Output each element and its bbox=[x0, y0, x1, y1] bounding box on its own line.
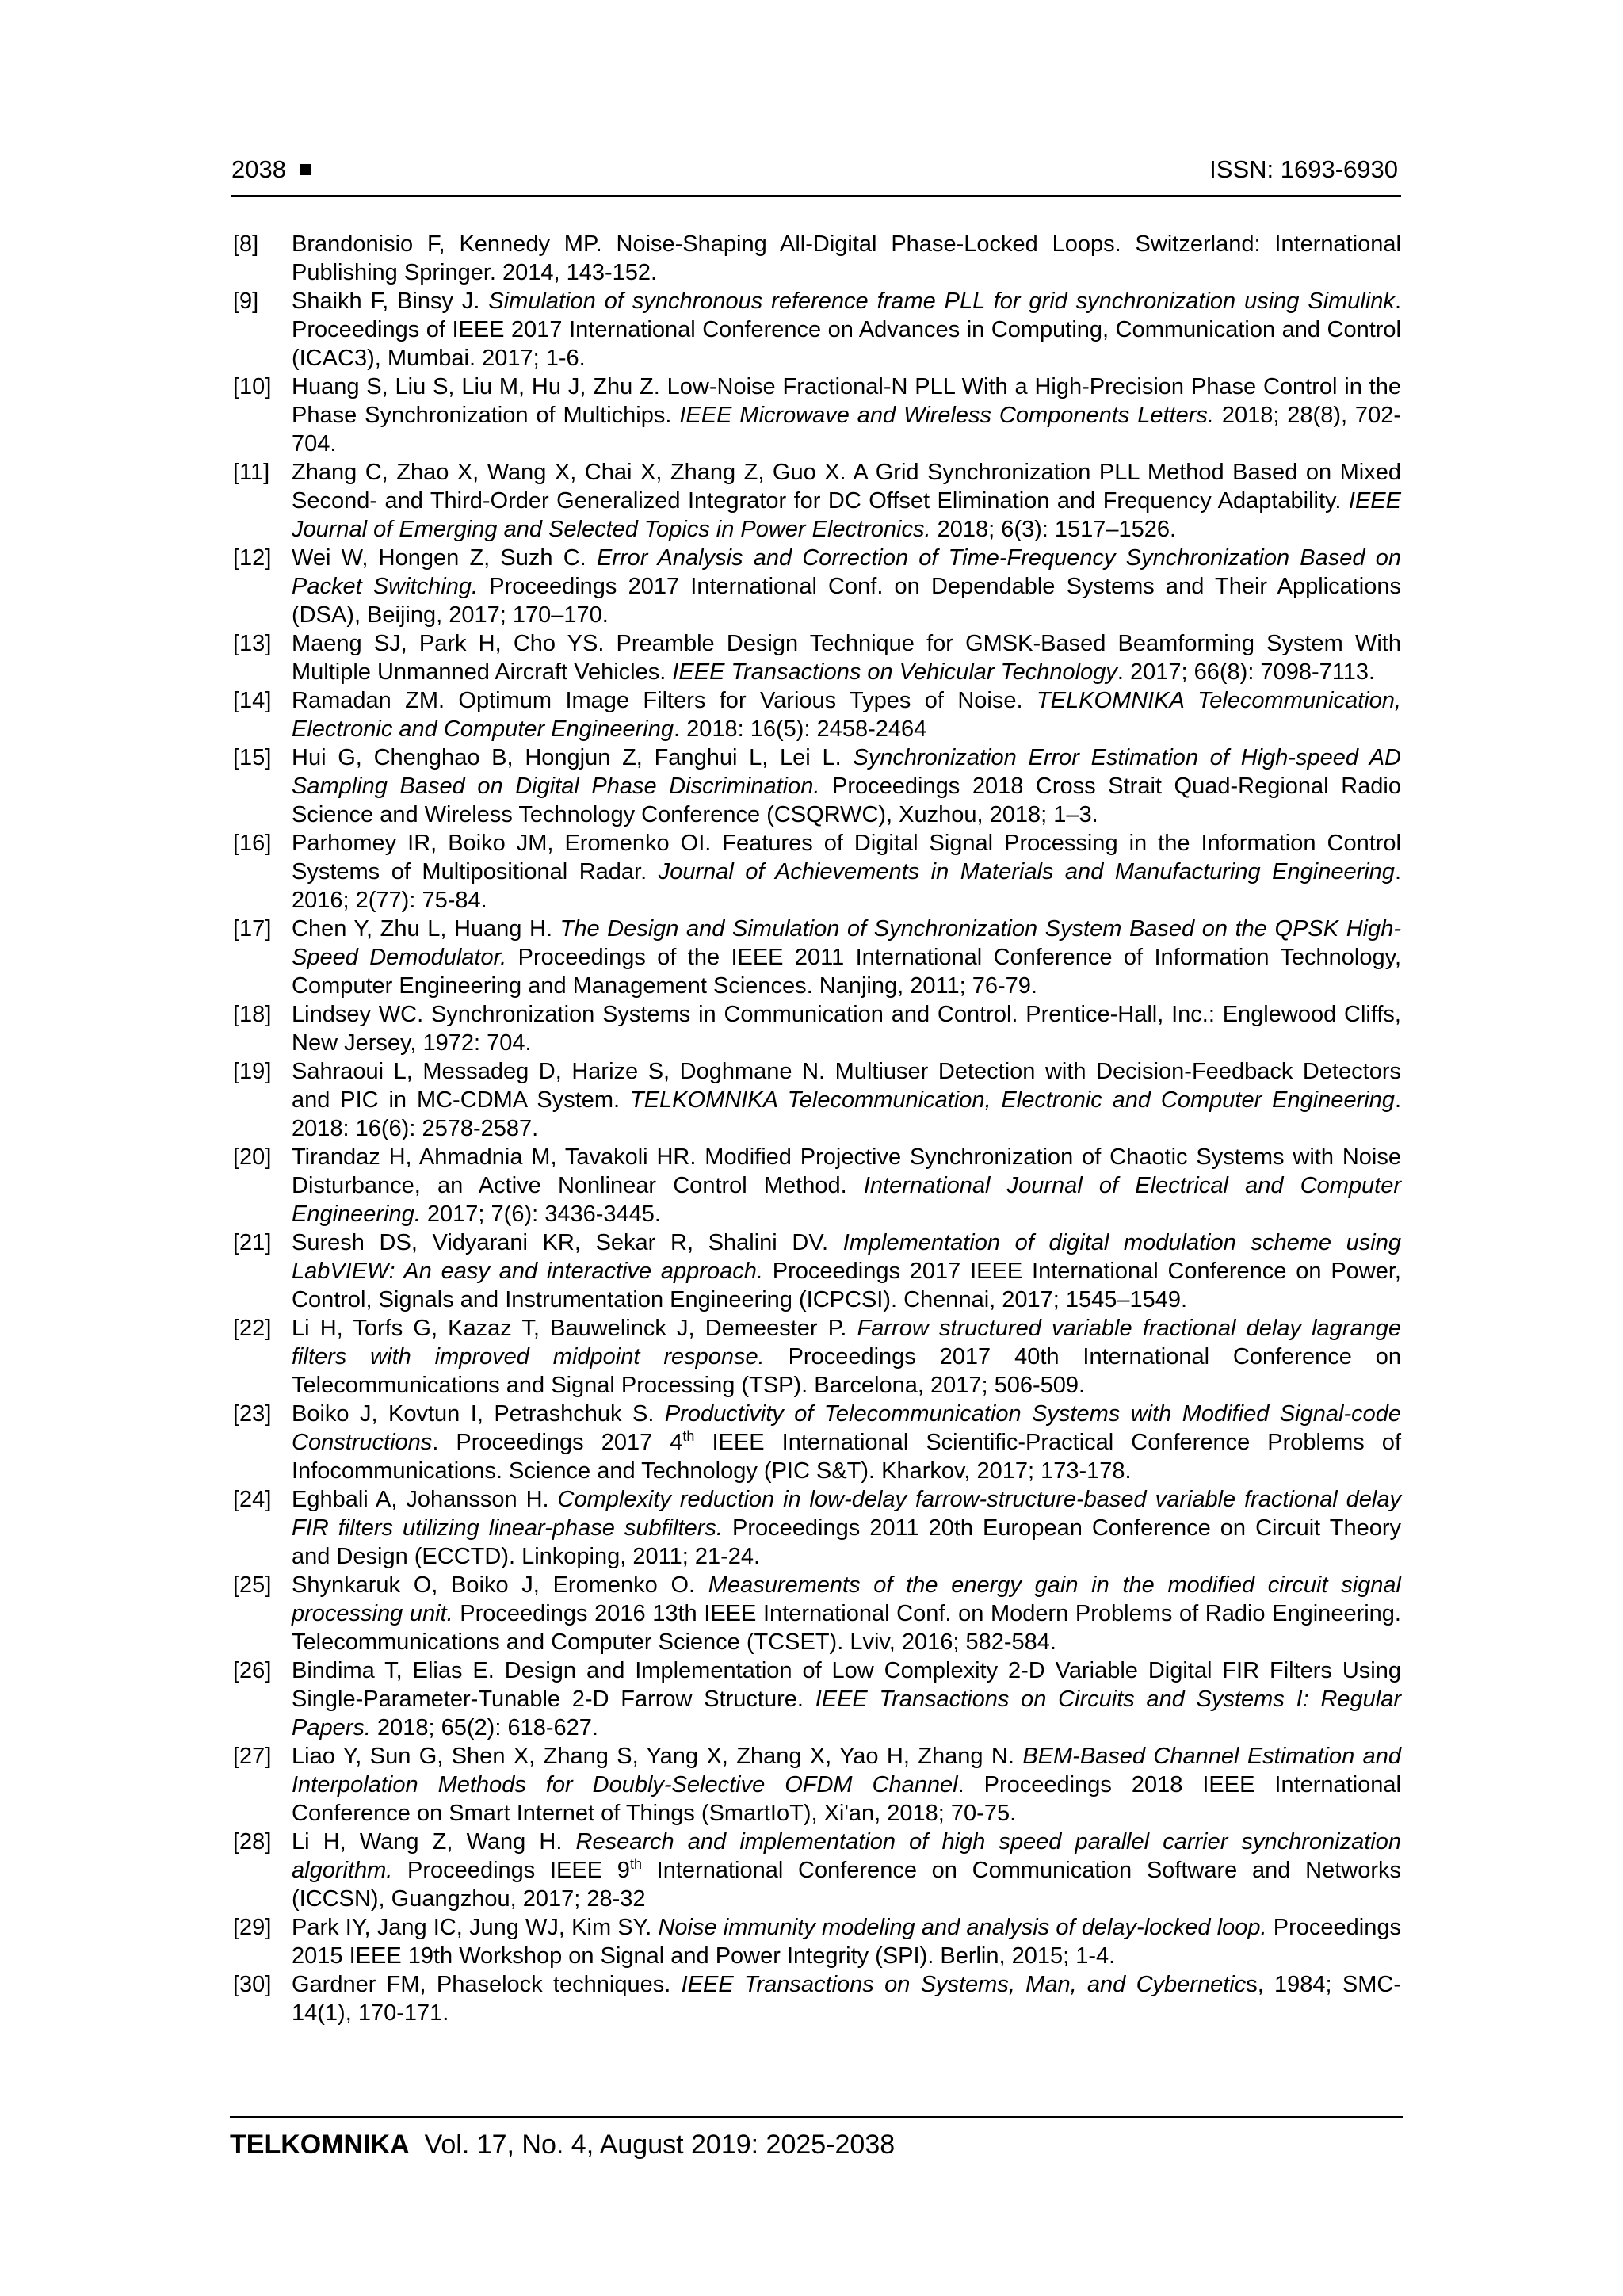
reference-item bbox=[231, 1228, 1401, 1314]
reference-segment: Li H, Wang Z, Wang H. bbox=[292, 1829, 576, 1855]
reference-number: [14] bbox=[233, 688, 272, 713]
reference-segment: Liao Y, Sun G, Shen X, Zhang S, Yang X, Zhang X, Yao H, Zhang N. bbox=[292, 1744, 1023, 1769]
superscript: th bbox=[629, 1856, 642, 1872]
reference-segment: Lindsey WC. Synchronization Systems in Communication and Control. Prentice-Hall, Inc.: Englewood Cliffs, New Jersey, 1972: 704. bbox=[292, 1002, 1401, 1056]
italic-title: IEEE Microwave and Wireless Components Letters. bbox=[679, 403, 1214, 428]
reference-number: [15] bbox=[233, 745, 272, 770]
italic-title: Productivity of Telecommunication Systems with Modified Signal-code Constructions bbox=[292, 1401, 1401, 1455]
reference-segment: 2018; 28(8), 702-704. bbox=[292, 403, 1401, 457]
italic-title: TELKOMNIKA Telecommunication, Electronic and Computer Engineering bbox=[630, 1087, 1395, 1113]
reference-item bbox=[231, 743, 1401, 829]
italic-title: IEEE Transactions on Circuits and Systems I: Regular Papers. bbox=[292, 1687, 1401, 1740]
reference-number: [18] bbox=[233, 1002, 272, 1027]
reference-item bbox=[231, 1000, 1401, 1057]
reference-text bbox=[292, 1915, 1401, 1969]
reference-item bbox=[231, 287, 1401, 372]
reference-segment: IEEE International Scientific-Practical Conference Problems of Infocommunications. Science and Technology (PIC S&T). Kharkov, 2017; 173-178. bbox=[292, 1430, 1401, 1484]
reference-number: [11] bbox=[233, 460, 270, 485]
reference-segment: . Proceedings 2017 4 bbox=[432, 1430, 683, 1455]
italic-title: Measurements of the energy gain in the modified circuit signal processing unit. bbox=[292, 1572, 1402, 1626]
reference-segment: . Proceedings 2018 IEEE International Conference on Smart Internet of Things (SmartIoT), Xi'an, 2018; 70-75. bbox=[292, 1772, 1401, 1826]
italic-title: IEEE Transactions on Systems, Man, and Cybernetic bbox=[681, 1972, 1247, 1997]
italic-title: Error Analysis and Correction of Time-Frequency Synchronization Based on Packet Switching. bbox=[292, 545, 1401, 599]
reference-item bbox=[231, 1656, 1401, 1742]
reference-segment: 2018; 6(3): 1517–1526. bbox=[930, 517, 1177, 542]
reference-segment: Maeng SJ, Park H, Cho YS. Preamble Design Technique for GMSK-Based Beamforming System With Multiple Unmanned Aircraft Vehicles. bbox=[292, 631, 1401, 685]
italic-title: Research and implementation of high speed parallel carrier synchronization algorithm. bbox=[292, 1829, 1402, 1883]
reference-number: [26] bbox=[233, 1658, 272, 1683]
reference-segment: Bindima T, Elias E. Design and Implementation of Low Complexity 2-D Variable Digital FIR Filters Using Single-Parameter-Tunable 2-D Farrow Structure. bbox=[292, 1658, 1401, 1712]
reference-item bbox=[231, 1143, 1401, 1228]
reference-text bbox=[292, 1744, 1401, 1826]
reference-item bbox=[231, 629, 1401, 686]
reference-text bbox=[292, 1972, 1401, 2026]
page-footer bbox=[230, 2116, 1403, 2160]
reference-text bbox=[292, 231, 1401, 285]
reference-text bbox=[292, 916, 1401, 999]
reference-segment: Huang S, Liu S, Liu M, Hu J, Zhu Z. Low-Noise Fractional-N PLL With a High-Precision Phase Control in the Phase Synchronization of Multichips. bbox=[292, 374, 1401, 428]
reference-number: [19] bbox=[233, 1059, 272, 1084]
italic-title: IEEE Journal of Emerging and Selected Topics in Power Electronics. bbox=[292, 488, 1401, 542]
reference-number: [8] bbox=[233, 231, 259, 257]
reference-item bbox=[231, 1828, 1401, 1913]
reference-number: [10] bbox=[233, 374, 272, 399]
italic-title: Simulation of synchronous reference frame PLL for grid synchronization using Simulink bbox=[488, 288, 1395, 314]
reference-item bbox=[231, 1057, 1401, 1143]
reference-item bbox=[231, 544, 1401, 629]
reference-text bbox=[292, 631, 1401, 685]
reference-segment: Tirandaz H, Ahmadnia M, Tavakoli HR. Modified Projective Synchronization of Chaotic Systems with Noise Disturbance, an Active Nonlinear Control Method. bbox=[292, 1144, 1401, 1198]
reference-segment: Eghbali A, Johansson H. bbox=[292, 1487, 558, 1512]
reference-number: [16] bbox=[233, 831, 272, 856]
reference-text bbox=[292, 831, 1401, 913]
reference-text bbox=[292, 288, 1401, 371]
reference-number: [30] bbox=[233, 1972, 272, 1997]
issue-citation: Vol. 17, No. 4, August 2019: 2025-2038 bbox=[424, 2130, 896, 2160]
italic-title: Complexity reduction in low-delay farrow-structure-based variable fractional delay FIR filters utilizing linear-phase subfilters. bbox=[292, 1487, 1402, 1541]
reference-number: [12] bbox=[233, 545, 272, 571]
reference-segment: International Conference on Communication Software and Networks (ICCSN), Guangzhou, 2017; 28-32 bbox=[292, 1858, 1401, 1912]
reference-text bbox=[292, 374, 1401, 457]
square-bullet-icon bbox=[300, 164, 311, 175]
reference-segment: Ramadan ZM. Optimum Image Filters for Various Types of Noise. bbox=[292, 688, 1037, 713]
reference-segment: Suresh DS, Vidyarani KR, Sekar R, Shalini DV. bbox=[292, 1230, 843, 1255]
page-number-group bbox=[231, 155, 311, 184]
reference-text bbox=[292, 1487, 1401, 1569]
italic-title: International Journal of Electrical and Computer Engineering. bbox=[292, 1173, 1401, 1227]
italic-title: Synchronization Error Estimation of High-speed AD Sampling Based on Digital Phase Discrimination. bbox=[292, 745, 1401, 799]
page-header bbox=[231, 155, 1401, 197]
reference-segment: Parhomey IR, Boiko JM, Eromenko OI. Features of Digital Signal Processing in the Information Control Systems of Multipositional Radar. bbox=[292, 831, 1401, 884]
reference-number: [17] bbox=[233, 916, 272, 942]
reference-segment: . Proceedings of IEEE 2017 International Conference on Advances in Computing, Communication and Control (ICAC3), Mumbai. 2017; 1-6. bbox=[292, 288, 1401, 371]
reference-item bbox=[231, 1913, 1401, 1970]
reference-segment: Proceedings 2017 40th International Conference on Telecommunications and Signal Processing (TSP). Barcelona, 2017; 506-509. bbox=[292, 1344, 1401, 1398]
reference-number: [21] bbox=[233, 1230, 272, 1255]
reference-item bbox=[231, 372, 1401, 458]
reference-segment: Gardner FM, Phaselock techniques. bbox=[292, 1972, 682, 1997]
reference-segment: Shynkaruk O, Boiko J, Eromenko O. bbox=[292, 1572, 708, 1598]
page-number: 2038 bbox=[231, 155, 286, 183]
reference-segment: Proceedings 2017 International Conf. on Dependable Systems and Their Applications (DSA), Beijing, 2017; 170–170. bbox=[292, 574, 1401, 628]
reference-segment: Chen Y, Zhu L, Huang H. bbox=[292, 916, 560, 942]
reference-segment: Hui G, Chenghao B, Hongjun Z, Fanghui L, Lei L. bbox=[292, 745, 854, 770]
reference-text bbox=[292, 1144, 1401, 1227]
reference-item bbox=[231, 458, 1401, 544]
reference-segment: . 2018: 16(6): 2578-2587. bbox=[292, 1087, 1401, 1141]
reference-segment: Brandonisio F, Kennedy MP. Noise-Shaping All-Digital Phase-Locked Loops. Switzerland: International Publishing Springer. 2014, 143-152. bbox=[292, 231, 1401, 285]
reference-number: [13] bbox=[233, 631, 272, 656]
reference-text bbox=[292, 1401, 1401, 1484]
reference-text bbox=[292, 460, 1401, 542]
reference-text bbox=[292, 688, 1401, 742]
reference-segment: s, 1984; SMC-14(1), 170-171. bbox=[292, 1972, 1401, 2026]
reference-number: [22] bbox=[233, 1316, 272, 1341]
reference-segment: Sahraoui L, Messadeg D, Harize S, Doghmane N. Multiuser Detection with Decision-Feedback Detectors and PIC in MC-CDMA System. bbox=[292, 1059, 1401, 1113]
reference-segment: Proceedings 2011 20th European Conference on Circuit Theory and Design (ECCTD). Linkoping, 2011; 21-24. bbox=[292, 1515, 1401, 1569]
reference-number: [9] bbox=[233, 288, 259, 314]
reference-segment: . 2017; 66(8): 7098-7113. bbox=[1117, 659, 1376, 685]
reference-item bbox=[231, 1314, 1401, 1400]
reference-list bbox=[231, 230, 1401, 2027]
reference-number: [20] bbox=[233, 1144, 272, 1170]
italic-title: The Design and Simulation of Synchronization System Based on the QPSK High-Speed Demodulator. bbox=[292, 916, 1401, 970]
reference-text bbox=[292, 1658, 1401, 1740]
reference-segment: . 2018: 16(5): 2458-2464 bbox=[674, 716, 927, 742]
reference-item bbox=[231, 1742, 1401, 1828]
italic-title: Journal of Achievements in Materials and Manufacturing Engineering bbox=[658, 859, 1395, 884]
reference-number: [25] bbox=[233, 1572, 272, 1598]
reference-text bbox=[292, 545, 1401, 628]
reference-segment: Proceedings of the IEEE 2011 International Conference of Information Technology, Computer Engineering and Management Sciences. Nanjing, 2011; 76-79. bbox=[292, 945, 1401, 999]
reference-segment: Shaikh F, Binsy J. bbox=[292, 288, 489, 314]
reference-segment: 2017; 7(6): 3436-3445. bbox=[420, 1201, 661, 1227]
reference-number: [23] bbox=[233, 1401, 272, 1427]
reference-number: [24] bbox=[233, 1487, 272, 1512]
reference-segment: . 2016; 2(77): 75-84. bbox=[292, 859, 1401, 913]
reference-item bbox=[231, 1485, 1401, 1571]
reference-segment: Park IY, Jang IC, Jung WJ, Kim SY. bbox=[292, 1915, 659, 1940]
reference-segment: Boiko J, Kovtun I, Petrashchuk S. bbox=[292, 1401, 665, 1427]
journal-name: TELKOMNIKA bbox=[230, 2130, 410, 2160]
issn: ISSN: 1693-6930 bbox=[1209, 155, 1398, 183]
reference-text bbox=[292, 1572, 1401, 1655]
reference-number: [28] bbox=[233, 1829, 272, 1855]
reference-segment: Li H, Torfs G, Kazaz T, Bauwelinck J, Demeester P. bbox=[292, 1316, 857, 1341]
superscript: th bbox=[682, 1428, 695, 1444]
reference-text bbox=[292, 1829, 1401, 1912]
reference-text bbox=[292, 1059, 1401, 1141]
reference-segment: Proceedings 2015 IEEE 19th Workshop on Signal and Power Integrity (SPI). Berlin, 2015; 1-4. bbox=[292, 1915, 1401, 1969]
italic-title: Noise immunity modeling and analysis of delay-locked loop. bbox=[658, 1915, 1267, 1940]
reference-item bbox=[231, 1571, 1401, 1656]
reference-item bbox=[231, 915, 1401, 1000]
reference-number: [29] bbox=[233, 1915, 272, 1940]
italic-title: TELKOMNIKA Telecommunication, Electronic and Computer Engineering bbox=[292, 688, 1401, 742]
reference-item bbox=[231, 829, 1401, 915]
reference-segment: Proceedings IEEE 9 bbox=[392, 1858, 630, 1883]
reference-item bbox=[231, 1970, 1401, 2027]
reference-segment: 2018; 65(2): 618-627. bbox=[370, 1715, 598, 1740]
reference-item bbox=[231, 686, 1401, 743]
italic-title: Farrow structured variable fractional delay lagrange filters with improved midpoint response. bbox=[292, 1316, 1401, 1370]
reference-text bbox=[292, 1316, 1401, 1398]
reference-segment: Proceedings 2016 13th IEEE International Conf. on Modern Problems of Radio Engineering. Telecommunications and Computer Science (TCSET). Lviv, 2016; 582-584. bbox=[292, 1601, 1401, 1655]
reference-segment: Zhang C, Zhao X, Wang X, Chai X, Zhang Z, Guo X. A Grid Synchronization PLL Method Based on Mixed Second- and Third-Order Generalized Integrator for DC Offset Elimination and Frequency Adaptability. bbox=[292, 460, 1401, 514]
italic-title: BEM-Based Channel Estimation and Interpolation Methods for Doubly-Selective OFDM Channel bbox=[292, 1744, 1401, 1797]
reference-segment: Proceedings 2018 Cross Strait Quad-Regional Radio Science and Wireless Technology Conference (CSQRWC), Xuzhou, 2018; 1–3. bbox=[292, 774, 1402, 827]
reference-text bbox=[292, 1230, 1401, 1312]
reference-segment: Proceedings 2017 IEEE International Conference on Power, Control, Signals and Instrumentation Engineering (ICPCSI). Chennai, 2017; 1545–1549. bbox=[292, 1259, 1401, 1312]
reference-text bbox=[292, 1002, 1401, 1056]
reference-number: [27] bbox=[233, 1744, 272, 1769]
reference-segment: Wei W, Hongen Z, Suzh C. bbox=[292, 545, 597, 571]
italic-title: Implementation of digital modulation scheme using LabVIEW: An easy and interactive approach. bbox=[292, 1230, 1401, 1284]
reference-item bbox=[231, 1400, 1401, 1485]
reference-item bbox=[231, 230, 1401, 287]
reference-text bbox=[292, 745, 1401, 827]
italic-title: IEEE Transactions on Vehicular Technology bbox=[672, 659, 1117, 685]
